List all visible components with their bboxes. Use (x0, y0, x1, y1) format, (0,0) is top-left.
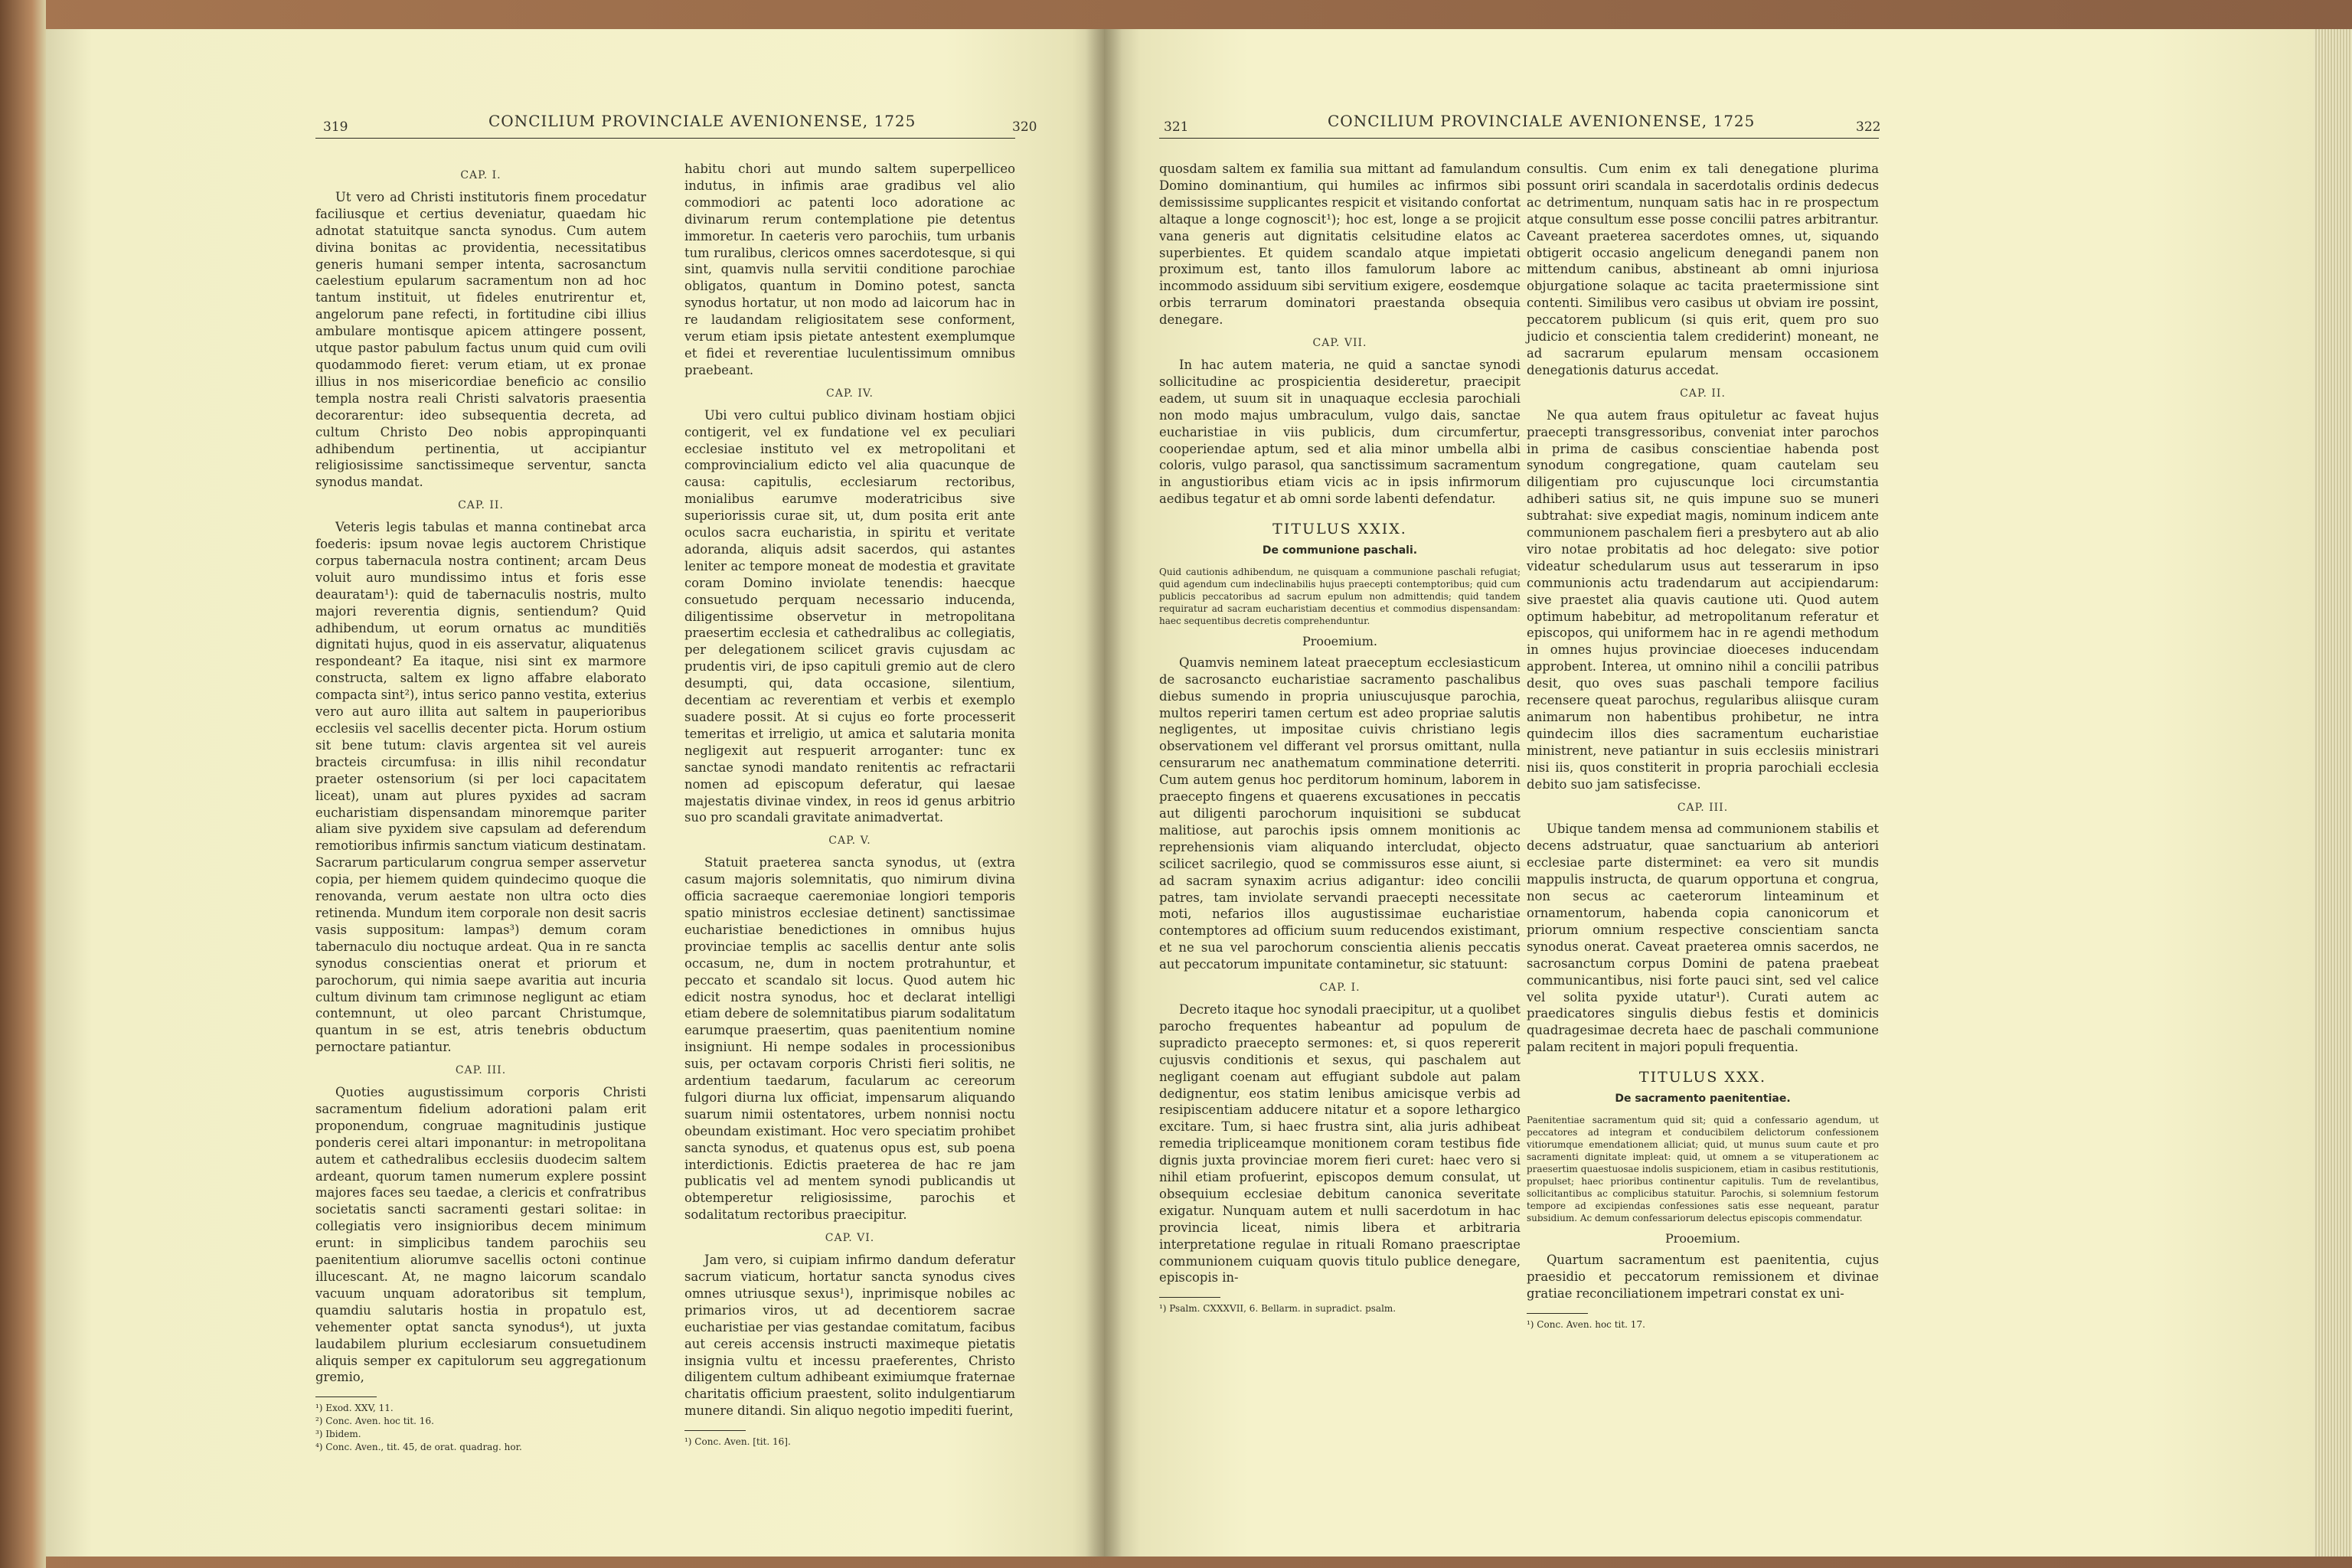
text-column-1 (1159, 161, 1521, 1315)
book-gutter (1086, 29, 1122, 1557)
book-cover-edge (0, 0, 46, 1568)
chapter-heading: CAP. III. (455, 1064, 507, 1077)
header-rule (315, 138, 1015, 139)
footnote: ¹) Exod. XXV, 11. (315, 1403, 394, 1414)
paragraph: quosdam saltem ex familia sua mittant ad famulandum Domino dominantium, qui humiles ac infirmos sibi demississime supplicantes respicit et visitando confortat altaque a longe cognoscit¹); hoc est, longe a se projicit vana generis aut dignitatis celsitudine elatos ac superbientes. Et quidem scandalo atque impietati proximum est, tanto illos famulorum labore ac incommodo assiduum sibi servitium exigere, eosdemque orbis terrarum dominatori praestanda obsequia denegare. (1159, 162, 1521, 328)
footnote: ³) Ibidem. (315, 1429, 361, 1440)
prooemium-heading: Prooemium. (1302, 633, 1377, 648)
footnote: ²) Conc. Aven. hoc tit. 16. (315, 1416, 434, 1427)
title-heading: TITULUS XXIX. (1272, 521, 1407, 538)
paragraph: Quartum sacramentum est paenitentia, cujus praesidio et peccatorum remissionem et divinae gratiae reconciliationem impetrari constat ex uni- (1527, 1252, 1879, 1301)
header-rule (1159, 138, 1879, 139)
footnote: ⁴) Conc. Aven., tit. 45, de orat. quadrag. hor. (315, 1442, 522, 1453)
right-page (1104, 29, 2314, 1557)
chapter-heading: CAP. VI. (825, 1232, 875, 1245)
text-column-1 (315, 161, 646, 1454)
paragraph: Quamvis neminem lateat praeceptum ecclesiasticum de sacrosancto eucharistiae sacramento paschalibus diebus sumendo in propria uniuscujusque parochia, multos reperiri tamen certum est adeo propriae salutis negligentes, ut impositae cuivis christiano legis observationem vel differant vel prorsus omittant, nulla censurarum nec anathematum comminatione deterriti. Cum autem genus hoc perditorum hominum, laborem in praecepto fingens et quaerens excusationes in peccatis aut diligenti parochorum inquisitioni se subducat malitiose, aut parochis ipsis omnem monitionis ac reprehensionis viam aliquando intercludat, objecto scilicet sacrilegio, quod se commissuros esse aiunt, si ad sacram synaxim acrius adigantur: ideo concilii patres, tam inviolate servandi praecepti necessitate moti, nefarios illos augustissimae eucharistiae contemptores ad officium suum reducendos existimant, et ne sua vel parochorum conscientia alienis peccatis aut peccatorum impunitate contaminetur, sic statuunt: (1159, 655, 1521, 972)
chapter-heading: CAP. I. (460, 169, 501, 181)
paragraph: Statuit praeterea sancta synodus, ut (extra casum majoris solemnitatis, quo nimirum divina officia sacraeque caeremoniae longiori temporis spatio ministros ecclesiae detinent) sanctissimae eucharistiae benedictiones in omnibus hujus provinciae templis ac sacellis dentur ante solis occasum, ne, dum in noctem protrahuntur, et peccato et scandalo sit locus. Quod autem hic edicit nostra synodus, hoc et declarat intelligi etiam debere de solemnitatibus piarum sodalitatum earumque praesertim, quas paenitentium nomine insigniunt. Hi nempe sodales in processionibus suis, per octavam corporis Christi fieri solitis, ne ardentium taedarum, facularum ac cereorum fulgori diurna lux officiat, impensarum aliquando suarum nimii ostentatores, urbem nonnisi noctu obeundam existimant. Hoc vero speciatim prohibet sancta synodus, et quatenus opus est, sub poena interdictionis. Edictis praeterea de hac re jam publicatis vel ad mentem synodi publicandis ut obtemperetur religiosissime, parochis et sodalitatum rectoribus praecipitur. (684, 855, 1015, 1223)
title-summary: Quid cautionis adhibendum, ne quisquam a communione paschali refugiat; quid agendum cum indeclinabilis hujus praecepti contemptoribus; quid cum publicis peccatoribus ad sacrum epulum non admittendis; quid tandem requiratur ad sacram eucharistiam decentius et commodius dispensandam: haec sequentibus decretis comprehenduntur. (1159, 566, 1521, 626)
prooemium-heading: Prooemium. (1665, 1230, 1740, 1246)
paragraph: Decreto itaque hoc synodali praecipitur, ut a quolibet parocho frequentes habeantur ad populum de supradicto praecepto sermones: et, si quos repererit cujusvis conditionis et sexus, qui paschalem aut negligant coenam aut effugiant subdole aut palam dedignentur, eos statim lenibus amicisque verbis ad resipiscentiam adducere nitatur et a sopore lethargico excitare. Tum, si haec frustra sint, alia juris adhibeat remedia tripliceamque monitionem coram testibus fide dignis juxta provinciae morem fieri curet: haec vero si nihil etiam profuerint, episcopos demum consulat, ut obsequium ecclesiae debitum canonica severitate exigatur. Nunquam autem et nulli sacerdotum in hac provincia liceat, nimis libera et arbitraria interpretatione regulae in rituali Romano praescriptae communionem cuiquam quovis titulo publice denegare, episcopis in- (1159, 1001, 1521, 1285)
footnote: ¹) Conc. Aven. [tit. 16]. (684, 1436, 791, 1448)
page-number: 319 (323, 119, 348, 135)
page-number: 320 (1012, 119, 1037, 135)
running-head: CONCILIUM PROVINCIALE AVENIONENSE, 1725 (488, 112, 916, 130)
title-subheading: De sacramento paenitentiae. (1615, 1093, 1791, 1106)
footnote-rule (684, 1430, 746, 1431)
chapter-heading: CAP. VII. (1312, 337, 1367, 350)
text-column-2 (684, 161, 1015, 1449)
paragraph: Veteris legis tabulas et manna continebat arca foederis: ipsum novae legis auctorem Christique corpus tabernacula nostra continent; arcam Deus voluit auro mundissimo intus et foris esse deauratam¹): quid de tabernaculis nostris, multo majori reverentia dignis, sentiendum? Quid adhibendum, ut eorum ornatus ac munditiës dignitati hujus, quod in eis asservatur, aliquatenus respondeant? Ea itaque, nisi sint ex marmore constructa, saltem ex ligno affabre elaborato compacta sint²), intus serico panno vestita, exterius vero aut auro illita aut saltem in pauperioribus ecclesiis vel sacellis decenter picta. Horum ostium sit bene tutum: clavis argentea sit vel aureis bracteis circumfusa: in illis nihil recondatur praeter ostensorium (si per loci capacitatem liceat), unam aut plures pyxides ad sacram eucharistiam dispensandam minoremque pariter aliam sive pyxidem sive capsulam ad deferendum remotioribus infirmis sanctum viaticum destinatam. Sacrarum particularum congrua semper asservetur copia, per hiemem quidem quindecimo quoque die renovanda, verum aestate non ultra octo dies retinenda. Mundum item corporale non desit sacris vasis suppositum: lampas³) demum coram tabernaculo diu noctuque ardeat. Qua in re sancta synodus conscientias onerat et priorum et parochorum, qui nimia saepe avaritia aut incuria cultum divinum tam crimınose negligunt ac etiam contemnunt, ut oleo parcant Christumque, quantum in se est, atris tenebris obductum pernoctare patiantur. (315, 520, 646, 1055)
paragraph: habitu chori aut mundo saltem superpelliceo indutus, in infimis arae gradibus vel alio commodiori ac patenti loco adoratione ac divinarum rerum contemplatione pie detentus immoretur. In caeteris vero parochiis, tum urbanis tum ruralibus, clericos omnes sacerdotesque, si qui sint, quamvis nulla servitii conditione parochiae obligatos, quantum in Domino potest, sancta synodus hortatur, ut non modo ad laicorum hac in re laudandam religiositatem sese conforment, verum etiam ipsis pietate antestent exemplumque et fidei et reverentiae luculentissimum omnibus praebeant. (684, 162, 1015, 377)
page-number: 322 (1856, 119, 1881, 135)
footnote: ¹) Conc. Aven. hoc tit. 17. (1527, 1318, 1645, 1330)
title-heading: TITULUS XXX. (1638, 1069, 1767, 1086)
chapter-heading: CAP. III. (1677, 801, 1729, 814)
paragraph: Ne qua autem fraus opituletur ac faveat hujus praecepti transgressoribus, conveniat inter parochos in prima de casibus conscientiae habenda post synodum congregatione, quam cautelam seu diligentiam pro cujuscunque loci circumstantia adhiberi satius sit, ne quis impune suo se muneri subtrahat: sive expediat magis, nominum indicem ante communionem paschalem fieri a presbytero aut ab alio viro notae probitatis ad hoc delegato: sive potior videatur schedularum usus aut tesserarum in ipso communionis actu tradendarum aut accipiendarum: sive praestet alia quavis cautione uti. Quod autem optimum habebitur, ad metropolitanum referatur et episcopos, qui uniformem hac in re agendi methodum in omnes hujus provinciae dioeceses inducendam approbent. Interea, ut omnino nihil a concilii patribus desit, quo oves suas paschali tempore facilius recensere queat parochus, regularibus aliisque curam animarum non habentibus prohibetur, ne intra quindecim illos dies sacramentum eucharistiae ministrent, neve patiantur in suis ecclesiis ministrari nisi iis, quos constiterit in propria parochiali ecclesia debito suo jam satisfecisse. (1527, 407, 1879, 792)
title-summary: Paenitentiae sacramentum quid sit; quid a confessario agendum, ut peccatores ad integram et conducibilem delictorum confessionem vitiorumque emendationem alliciat; quid, ut munus suum caute et pro sacramenti dignitate impleat: quid, ut omnem a se vituperationem ac praesertim quaestuosae indolis suspicionem, etiam in casibus restitutionis, propulset; haec prioribus continentur capitulis. Tum de revelantibus, sollicitantibus ac complicibus statuitur. Parochis, si solemnium festorum tempore ad excipiendas confessiones satis esse nequeant, paratur subsidium. Ac demum confessariorum delectus episcopis commendatur. (1527, 1114, 1879, 1223)
footnote: ¹) Psalm. CXXXVII, 6. Bellarm. in supradict. psalm. (1159, 1303, 1396, 1315)
title-subheading: De communione paschali. (1262, 544, 1418, 557)
chapter-heading: CAP. V. (828, 835, 871, 848)
chapter-heading: CAP. II. (458, 499, 504, 512)
paragraph: Ubi vero cultui publico divinam hostiam objici contigerit, vel ex fundatione vel ex peculiari ecclesiae instituto vel ex metropolitani et comprovincialium edicto vel alia quacunque de causa: capitulis, ecclesiarum rectoribus, monialibus earumve moderatricibus sive superiorissis curae sit, ut, dum posita erit ante oculos sacra eucharistia, in spiritu et veritate adoranda, aliquis adsit sacerdos, qui astantes leniter ac tempore moneat de modestia et gravitate coram Domino inviolate tenendis: haecque consuetudo perquam necessario inducenda, diligentissime observetur in metropolitana praesertim ecclesia et cathedralibus ac collegiatis, per delegationem scilicet gravis cujusdam ac prudentis viri, de ipso capituli gremio aut de clero desumpti, qui, data occasione, silentium, decentiam ac reverentiam et verbis et exemplo suadere possit. At si cujus eo forte processerit temeritas et irreligio, ut amica et salutaria monita negligexit aut respuerit arroganter: tunc ex sanctae synodi mandato renitentis ac refractarii nomen ad episcopum deferatur, qui laesae majestatis divinae vindex, in reos id genus arbitrio suo pro scandali gravitate animadvertat. (684, 407, 1015, 825)
chapter-heading: CAP. II. (1680, 387, 1726, 400)
page-edges (2314, 29, 2352, 1557)
paragraph: Jam vero, si cuipiam infirmo dandum deferatur sacrum viaticum, hortatur sancta synodus cives omnes utriusque sexus¹), inprimisque nobiles ac primarios viros, ut ad decentiorem sacrae eucharistiae per vias gestandae comitatum, facibus aut cereis accensis instructi maximeque pietatis insignia vultu et incessu praeferentes, Christo diligentem cultum adhibeant eximiumque fraternae charitatis officium praestent, solito indulgentiarum munere ditandi. Sin aliquo negotio impediti fuerint, (684, 1253, 1015, 1419)
footnote-rule (1527, 1313, 1588, 1314)
paragraph: In hac autem materia, ne quid a sanctae synodi sollicitudine ac prospicientia desideretur, praecipit eadem, ut suum sit in unaquaque ecclesia parochiali non modo majus umbraculum, vulgo dais, sanctae eucharistiae in viis publicis, dum circumfertur, cooperiendae aptum, sed et alia minor umbella albi coloris, vulgo parasol, qua sanctissimum sacramentum in angustioribus etiam vicis ac in ipsis infirmorum aedibus tegatur et ab omni sorde labenti defendatur. (1159, 357, 1521, 507)
text-column-2 (1527, 161, 1879, 1331)
chapter-heading: CAP. I. (1319, 982, 1361, 995)
paragraph: Ut vero ad Christi institutoris finem procedatur faciliusque et certius deveniatur, quaedam hic adnotat statuitque sancta synodus. Cum autem divina bonitas ac providentia, necessitatibus generis humani semper intenta, sacrosanctum caelestium epularum sacramentum non ad hoc tantum instituit, ut fideles enutrirentur et, angelorum pane refecti, in fortitudine cibi illius ambulare montisque apicem attingere possent, utque pastor pabulum factus unum quid cum ovili quodammodo fieret: verum etiam, ut ex pronae illius in nos misericordiae beneficio ac consilio templa nostra reali Christi salvatoris praesentia decorarentur: ideo subsequentia decreta, ad cultum Christo Deo nobis appropinquanti adhibendum pertinentia, ut accipiantur religiosissime sanctissimeque serventur, sancta synodus mandat. (315, 189, 646, 490)
running-head: CONCILIUM PROVINCIALE AVENIONENSE, 1725 (1328, 112, 1756, 130)
paragraph: Quoties augustissimum corporis Christi sacramentum fidelium adorationi palam erit proponendum, congruae magnitudinis justique ponderis cerei altari imponantur: in metropolitana autem et cathedralibus ecclesiis duodecim saltem ardeant, quorum tamen numerum explere possint majores faces seu taedae, a clericis et confratribus societatis sancti sacramenti gestari solitae: in collegiatis vero insignioribus decem minimum erunt: in simplicibus tandem parochiis seu paenitentium aliorumve sacellis octoni continue illucescant. At, ne magno laicorum scandalo vacuum unquam adoratoribus sit templum, quamdiu salutaris hostia in propatulo est, vehementer optat sancta synodus⁴), ut juxta laudabilem plurium ecclesiarum consuetudinem aliquis semper ex capitulorum seu aggregationum gremio, (315, 1085, 646, 1385)
page-number: 321 (1164, 119, 1189, 135)
footnote-rule (1159, 1297, 1220, 1298)
paragraph: consultis. Cum enim ex tali denegatione plurima possunt oriri scandala in sacerdotalis ordinis dedecus ac detrimentum, nunquam satis hac in re prospectum atque consultum esse posse concilii patres arbitrantur. Caveant praeterea sacerdotes omnes, ut, siquando obtigerit occasio angelicum denegandi panem non mittendum canibus, abstineant ab omni injuriosa objurgatione solaque ac tacita praetermissione sint contenti. Similibus vero casibus ut obviam ire possint, peccatorem publicum (si quis erit, quem pro suo judicio et conscientia talem crediderint) moneant, ne ad sacrarum epularum mensam occasionem denegationis daturus accedat. (1527, 162, 1879, 377)
left-page (46, 29, 1104, 1557)
chapter-heading: CAP. IV. (826, 387, 874, 400)
paragraph: Ubique tandem mensa ad communionem stabilis et decens adstruatur, quae sanctuarium ab anteriori ecclesiae parte disterminet: ea vero sit mundis mappulis instructa, de quarum opportuna et congrua, non secus ac caeterorum linteaminum et ornamentorum, habenda copia canonicorum et priorum omnium respective conscientiam sancta synodus onerat. Caveat praeterea omnis sacerdos, ne sacrosanctum corpus Domini de patena praebeat communicantibus, nisi forte pauci sint, sed vel calice vel solita pyxide utatur¹). Curati autem ac praedicatores singulis diebus festis et dominicis quadragesimae decreta haec de paschali communione palam recitent in majori populi frequentia. (1527, 822, 1879, 1055)
footnote-rule (315, 1396, 377, 1397)
